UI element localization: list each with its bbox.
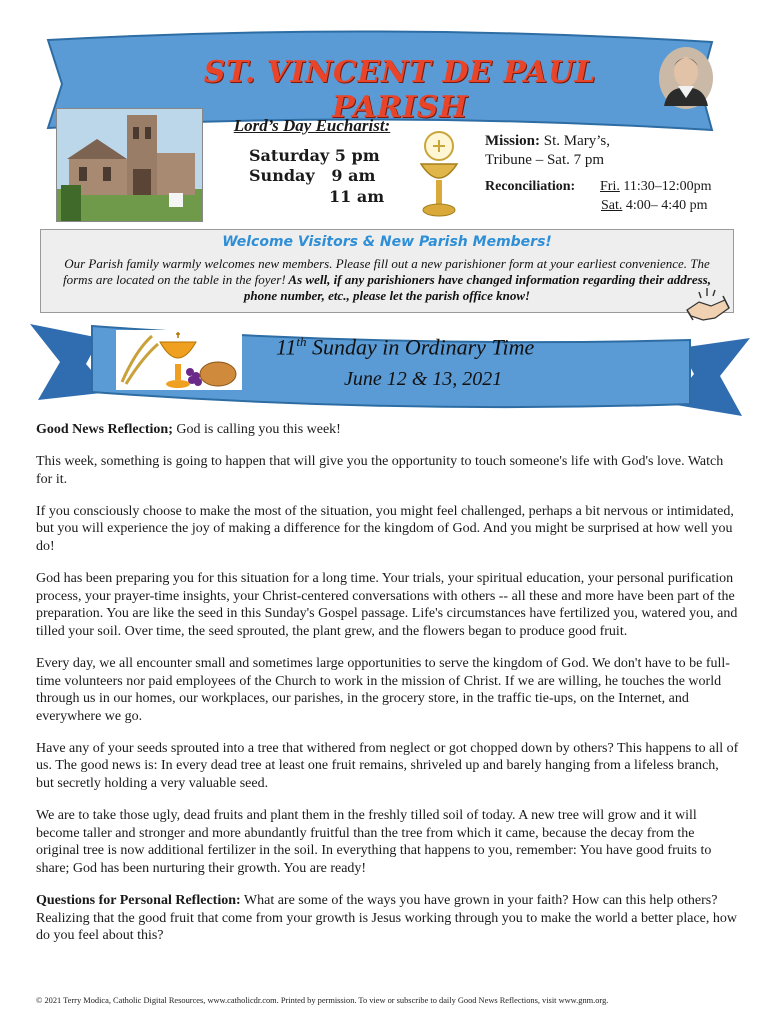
welcome-body bbox=[51, 256, 723, 304]
sunday-date: June 12 & 13, 2021 bbox=[344, 368, 503, 390]
chalice-host-icon bbox=[415, 130, 463, 222]
church-photo bbox=[56, 108, 203, 222]
copyright-footer: © 2021 Terry Modica, Catholic Digital Resources, www.catholicdr.com. Printed by permission. To view or subscribe to daily Good News Reflections, visit www.gnm.org. bbox=[36, 996, 609, 1005]
mass-sunday-second: 11 am bbox=[329, 187, 385, 206]
reconciliation-label: Reconciliation: bbox=[485, 179, 576, 194]
sunday-suffix: th bbox=[296, 334, 307, 349]
reflection-heading bbox=[36, 421, 740, 439]
sunday-number: 11 bbox=[276, 334, 297, 360]
reflection-paragraph: God has been preparing you for this situation for a long time. Your trials, your spiritual education, your personal purification process, your prayer-time insights, your Christ-centered conversations with others -- all these and more have been part of the preparation. You are like the seed in this Sunday's Gospel passage. Life's circumstances have fertilized you, watered you, and tilled your soil. Over time, the seed sprouted, the plant grew, and the flowers began to produce good fruit. bbox=[36, 571, 738, 639]
questions-label: Questions for Personal Reflection: bbox=[36, 892, 241, 908]
mission-line1: St. Mary’s, bbox=[540, 133, 611, 149]
welcome-text: Our Parish family warmly welcomes new members. Please fill out a new parishioner form at your earliest convenience. The forms are located on the table in the foyer! bbox=[63, 256, 710, 287]
reflection-paragraph: Every day, we all encounter small and sometimes large opportunities to serve the kingdom of God. We don't have to be full-time volunteers nor paid employees of the Church to work in the mission of Christ. If we are willing, he touches the world through us in our homes, our workplaces, our parishes, in the grocery store, in the traffic tie-ups, on the Internet, and everywhere we go. bbox=[36, 655, 730, 724]
reflection-label: Good News Reflection; bbox=[36, 422, 173, 437]
saturday-label: Sat. bbox=[601, 198, 623, 213]
reflection-questions bbox=[36, 892, 740, 945]
mass-saturday: Saturday 5 pm bbox=[249, 146, 380, 165]
reflection-paragraph: We are to take those ugly, dead fruits and plant them in the freshly tilled soil of today. A new tree will grow and it will become taller and stronger and more abundantly fruitful than the tree from which it came, because the decay from the original tree is now additional fertilizer in the soil. In everything that happens to you, remember: You have good fruits to share; God has been nurturing their growth. You are ready! bbox=[36, 808, 712, 876]
reconciliation-friday bbox=[600, 179, 712, 195]
mission-info bbox=[485, 132, 610, 170]
mission-line2: Tribune – Sat. 7 pm bbox=[485, 152, 605, 168]
welcome-heading: Welcome Visitors & New Parish Members! bbox=[222, 234, 552, 250]
sunday-title bbox=[276, 334, 534, 360]
friday-label: Fri. bbox=[600, 179, 620, 194]
saturday-time: 4:00– 4:40 pm bbox=[622, 198, 708, 213]
reflection-content bbox=[36, 421, 740, 959]
reflection-paragraph: If you consciously choose to make the most of the situation, you might feel challenged, perhaps a bit nervous or intimidated, but you will experience the joy of making a difference for the kingdom of God. And you might be surprised at how well you do! bbox=[36, 503, 734, 554]
sunday-title-text: Sunday in Ordinary Time bbox=[306, 334, 535, 360]
questions-text: What are some of the ways you have grown in your faith? How can this help others? Realizing that the good fruit that come from your growth is Jesus working through you to make the world a better place, how do you feel about this? bbox=[36, 892, 738, 944]
mission-label: Mission: bbox=[485, 133, 541, 149]
saint-portrait-icon bbox=[658, 46, 714, 110]
chalice-wheat-grapes-bread-icon bbox=[116, 330, 242, 390]
reflection-paragraph: Have any of your seeds sprouted into a tree that withered from neglect or got chopped down by others? This happens to all of us. The good news is: In every dead tree at least one fruit remains, shriveled up and barely hanging from a lifeless branch, but secretly holding a very valuable seed. bbox=[36, 740, 739, 791]
welcome-text-bold: As well, if any parishioners have changed information regarding their address, phone number, etc., please let the parish office know! bbox=[243, 272, 711, 303]
welcome-box bbox=[40, 229, 734, 313]
friday-time: 11:30–12:00pm bbox=[619, 179, 712, 194]
reflection-paragraph: This week, something is going to happen that will give you the opportunity to touch someone's life with God's love. Watch for it. bbox=[36, 454, 724, 487]
reflection-subtitle: God is calling you this week! bbox=[172, 422, 341, 437]
reconciliation-saturday bbox=[601, 198, 708, 214]
mass-heading: Lord’s Day Eucharist: bbox=[233, 116, 391, 135]
mass-sunday: Sunday 9 am bbox=[249, 166, 376, 185]
parish-title: ST. VINCENT DE PAUL PARISH bbox=[203, 55, 597, 125]
